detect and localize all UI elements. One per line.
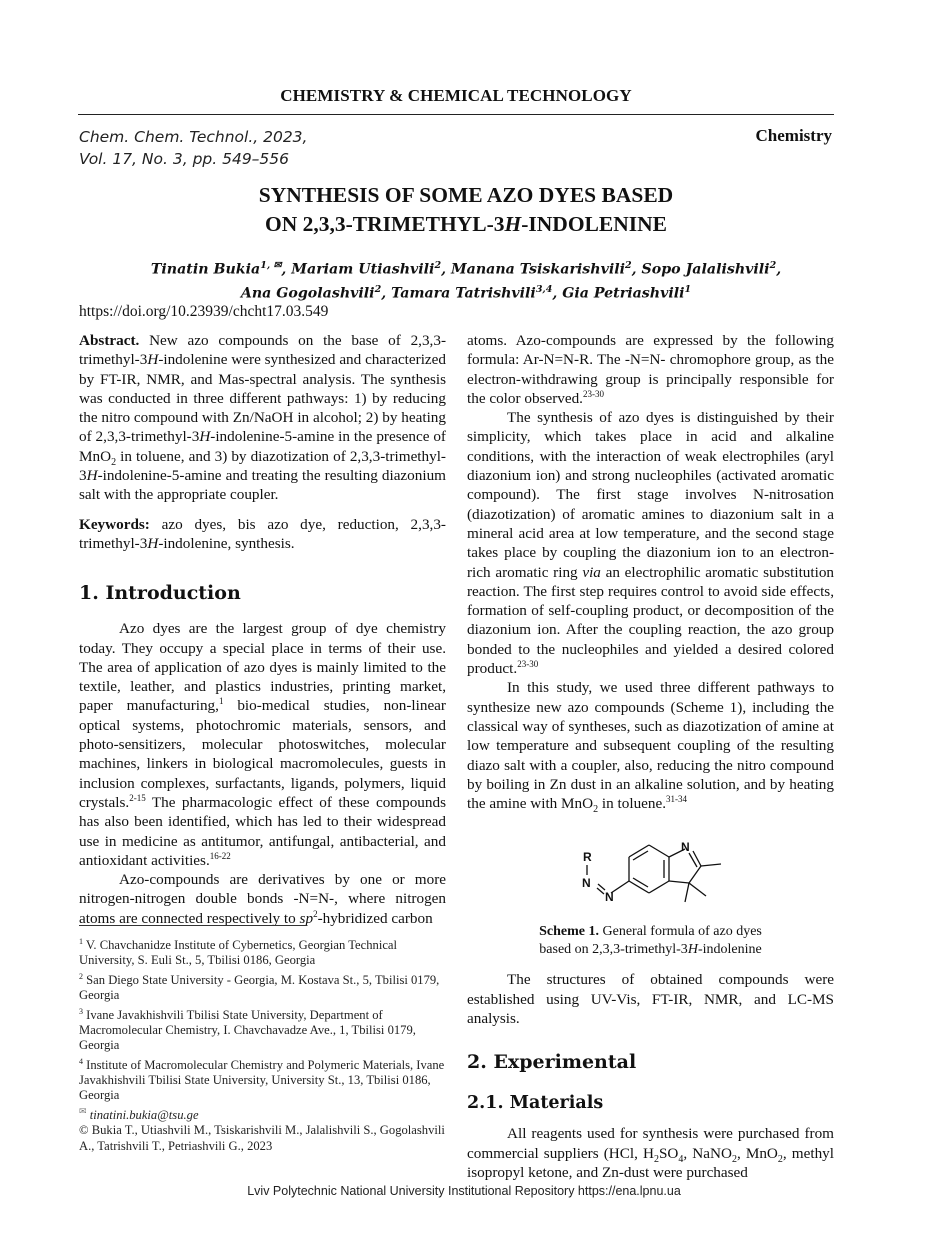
section-label: Chemistry [755,126,832,145]
atom-R: R [582,850,592,865]
doi-link[interactable]: https://doi.org/10.23939/chcht17.03.549 [79,303,329,320]
introduction-heading: 1. Introduction [79,582,241,605]
indolenine-structure [561,821,741,917]
intro-paragraph-3: The synthesis of azo dyes is distinguished by their simplicity, which takes place in acid and alkaline conditions, with the interaction of weak electrophiles (aryl diazonium ion) and strong nucleophiles (activated aromatic compound). The first stage involves N-nitrosation (diazotization) of aromatic amines to diazonium salt in a mineral acid area at low temperature, and the second stage takes place by coupling the diazonium ion to an electron-rich aromatic ring via an electrophilic aromatic substitution reaction. The first step requires control to avoid side effects, formation of self-coupling product, or decomposition of the diazonium ion. After the coupling reaction, the azo group bonded to the nucleophiles and yielded a desired colored product.$^{23-30}$ [467,409,835,678]
footnote: $^1$ V. Chavchanidze Institute of Cybernetics, Georgian Technical University, S. Euli St., 5, Tbilisi 0186, Georgia [79,937,397,968]
experimental-heading: 2. Experimental [467,1051,637,1074]
intro-paragraph-2-continued: atoms. Azo-compounds are expressed by the following formula: Ar-N=N-R. The -N=N- chromophore group, as the electron-withdrawing group is principally responsible for the color observed.$^{23-30}$ [467,332,834,407]
envelope-icon: ✉ [79,1105,87,1116]
header-rule [78,114,834,115]
title-line-2: ON 2,3,3-TRIMETHYL-3H-INDOLENINE [265,212,667,236]
intro-paragraph-5: The structures of obtained compounds were established using UV-Vis, FT-IR, NMR, and LC-MS analysis. [467,971,834,1028]
citation [79,126,307,170]
materials-heading: 2.1. Materials [467,1093,604,1114]
author-name: Tinatin Bukia [150,261,261,278]
author-name: Manana Tsiskarishvili [450,261,626,278]
author-name: Sopo Jalalishvili [641,261,770,278]
intro-paragraph-4: In this study, we used three different pathways to synthesize new azo compounds (Scheme 1), including the classical way of syntheses, such as diazotization of amine at low temperature and subsequent coupling of the resulting diazo salt with a coupler, also, reducing the nitro compound by boiling in Zn dust in an alkaline solution, and by heating the amine with MnO$_2$ in toluene.$^{31-34}$ [467,679,834,816]
atom-N-azo-1: N [581,876,591,891]
atom-N-azo-2: N [604,890,614,905]
scheme-caption: Scheme 1. General formula of azo dyes based on 2,3,3-trimethyl-3H-indolenine [539,924,762,957]
footnote-rule [79,925,307,926]
footnote: $^4$ Institute of Macromolecular Chemistry and Polymeric Materials, Ivane Javakhishvili Tbilisi State University, University St., 13, Tbilisi 0186, Georgia [79,1056,445,1103]
atom-N-ring: N [680,840,690,855]
author-name: Tamara Tatrishvili [391,285,536,302]
left-column [79,331,446,928]
author-name: Gia Petriashvili [562,285,685,302]
title-line-1: SYNTHESIS OF SOME AZO DYES BASED [258,183,674,207]
corresponding-email: ✉ tinatini.bukia@tsu.ge [79,1105,199,1122]
right-column [467,331,834,1182]
footnote: $^3$ Ivane Javakhishvili Tbilisi State University, Department of Macromolecular Chemistry, I. Chavchavadze Ave., 1, Tbilisi 0179, Georgia [79,1006,416,1053]
author-line-1: Tinatin Bukia$^{1, ✉}$, Mariam Utiashvili$^2$, Manana Tsiskarishvili$^2$, Sopo Jalalishvili$^2$, [150,260,782,278]
author-name: Ana Gogolashvili [240,285,375,302]
journal-header: CHEMISTRY & CHEMICAL TECHNOLOGY [280,86,632,105]
scheme-1 [467,821,834,917]
author-list [78,256,854,303]
keywords: Keywords: azo dyes, bis azo dye, reduction, 2,3,3-trimethyl-3H-indolenine, synthesis. [79,515,446,552]
citation-line-2: Vol. 17, No. 3, pp. 549–556 [79,150,290,168]
author-name: Mariam Utiashvili [291,261,435,278]
paper-title [78,181,854,239]
intro-paragraph-1: Azo dyes are the largest group of dye chemistry today. They occupy a special place in terms of their use. The area of application of azo dyes is mainly limited to the textile, leather, and plastics industries, printing market, paper manufacturing,$^1$ bio-medical studies, non-linear optical systems, photochromic materials, sensors, and photo-sensitizers, molecular photoswitches, molecular machines, linkers in biological macromolecules, guests in inclusion complexes, surfactants, ligands, polymers, liquid crystals.$^{2-15}$ The pharmacologic effect of these compounds has also been identified, which has led to their widespread use in medicine as antitumor, antifungal, antibacterial, and antioxidant activities.$^{16-22}$ [79,620,446,869]
citation-line-1: Chem. Chem. Technol., 2023, [79,128,308,146]
repository-footer: Lviv Polytechnic National University Institutional Repository https://ena.lpnu.ua [247,1184,681,1198]
abstract: Abstract. New azo compounds on the base of 2,3,3-trimethyl-3H-indolenine were synthesized and characterized by FT-IR, NMR, and Mas-spectral analysis. The synthesis was conducted in three different pathways: 1) by reducing the nitro compound with Zn/NaOH in alcohol; 2) by heating of 2,3,3-trimethyl-3H-indolenine-5-amine in the presence of MnO$_2$ in toluene, and 3) by diazotization of 2,3,3-trimethyl-3H-indolenine-5-amine and treating the resulting diazonium salt with the appropriate coupler. [79,332,446,504]
materials-paragraph: All reagents used for synthesis were purchased from commercial suppliers (HCl, $H_2SO_4$, NaNO$_2$, MnO$_2$, methyl isopropyl ketone, and Zn-dust were purchased [467,1125,834,1181]
intro-paragraph-2: Azo-compounds are derivatives by one or more nitrogen-nitrogen double bonds -N=N-, where nitrogen atoms are connected respectively to $sp^2$-hybridized carbon [79,871,446,927]
footnote: $^2$ San Diego State University - Georgia, M. Kostava St., 5, Tbilisi 0179, Georgia [79,971,440,1003]
copyright: © Bukia T., Utiashvili M., Tsiskarishvili M., Jalalishvili S., Gogolashvili A., Tatrishvili T., Petriashvili G., 2023 [79,1123,445,1153]
footnotes [79,934,446,1154]
author-line-2: Ana Gogolashvili$^2$, Tamara Tatrishvili$^{3,4}$, Gia Petriashvili$^1$ [240,283,692,302]
